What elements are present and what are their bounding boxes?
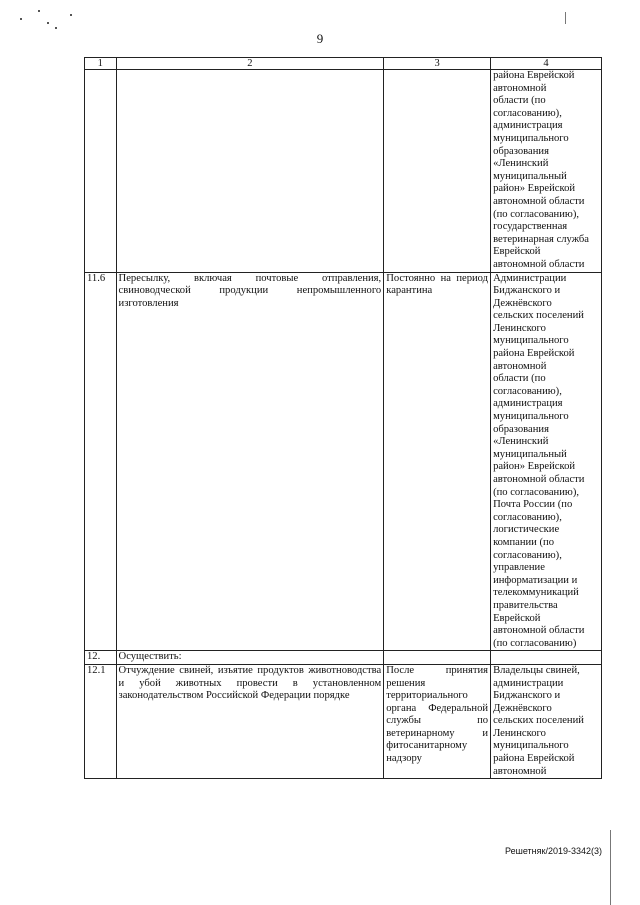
row-action: Осуществить: [116, 651, 384, 665]
column-header: 4 [491, 58, 602, 70]
scan-speck [47, 22, 49, 24]
row-action [116, 70, 384, 273]
table-header-row [85, 58, 602, 70]
scan-speck [55, 27, 57, 29]
table-row [85, 651, 602, 665]
scan-speck [20, 18, 22, 20]
row-number: 11.6 [85, 272, 117, 651]
row-executor: района Еврейской автономной области (по согласованию), администрация муниципального образования «Ленинский муниципальный район» Еврейской автономной области (по согласованию), государственная ветеринарная служба Еврейской автономной области [491, 70, 602, 273]
column-header: 2 [116, 58, 384, 70]
row-action: Отчуждение свиней, изъятие продуктов животноводства и убой животных провести в установленном законодательством Российской Федерации порядке [116, 664, 384, 778]
row-term: После принятия решения территориального органа Федеральной службы по ветеринарному и фитосанитарному надзору [384, 664, 491, 778]
column-header: 1 [85, 58, 117, 70]
row-action: Пересылку, включая почтовые отправления, свиноводческой продукции непромышленного изготовления [116, 272, 384, 651]
row-executor: Владельцы свиней, администрации Биджанского и Дежнёвского сельских поселений Ленинского муниципального района Еврейской автономной [491, 664, 602, 778]
row-term: Постоянно на период карантина [384, 272, 491, 651]
scan-speck [38, 10, 40, 12]
row-number: 12. [85, 651, 117, 665]
scan-speck [70, 14, 72, 16]
row-executor [491, 651, 602, 665]
row-number [85, 70, 117, 273]
column-header: 3 [384, 58, 491, 70]
table-row [85, 70, 602, 273]
scan-margin-line [565, 12, 566, 24]
row-term [384, 70, 491, 273]
measures-table [84, 57, 602, 779]
row-term [384, 651, 491, 665]
page-number: 9 [316, 31, 324, 46]
table-row [85, 272, 602, 651]
row-executor: Администрации Биджанского и Дежнёвского сельских поселений Ленинского муниципального района Еврейской автономной области (по согласованию), администрация муниципального образования «Ленинский муниципальный район» Еврейской автономной области (по согласованию), Почта России (по согласованию), логистические компании (по согласованию), управление информатизации и телекоммуникаций правительства Еврейской автономной области (по согласованию) [491, 272, 602, 651]
scan-margin-line [610, 830, 611, 905]
table-row [85, 664, 602, 778]
document-code: Решетняк/2019-3342(3) [505, 846, 602, 856]
row-number: 12.1 [85, 664, 117, 778]
